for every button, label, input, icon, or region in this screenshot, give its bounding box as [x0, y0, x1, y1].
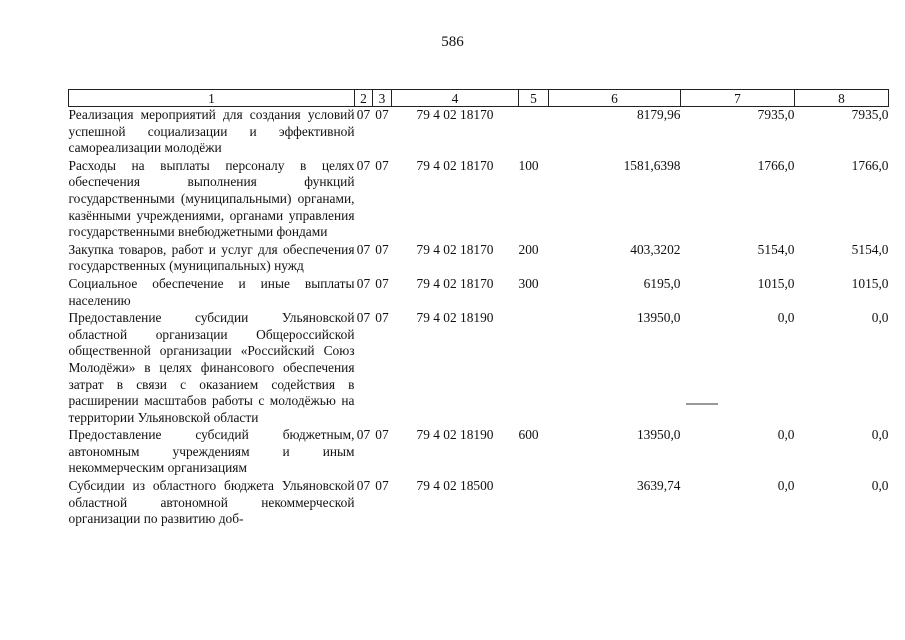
row-subsection: 07 [375, 107, 389, 122]
row-value-6: 6195,0 [643, 275, 681, 291]
header-col-3: 3 [373, 90, 392, 107]
table-row [69, 276, 889, 310]
table-row [69, 107, 889, 158]
row-value-6: 8179,96 [636, 107, 681, 122]
row-value-7: 0,0 [777, 310, 795, 326]
row-subsection: 07 [375, 157, 389, 173]
row-expense-type [519, 107, 549, 158]
row-section: 07 [356, 275, 371, 291]
row-value-8: 0,0 [871, 310, 889, 326]
table-row [69, 242, 889, 276]
table-row [69, 478, 889, 529]
row-value-7: 1766,0 [757, 157, 795, 173]
row-name: Предоставление субсидии Ульяновской областной организации Общероссийской общественной организации «Российский Союз Молодёжи» в целях финансового обеспечения затрат в связи с оказанием содействия в расширении масштабов работы с молодёжью на территории Ульяновской области [68, 310, 355, 425]
row-name: Социальное обеспечение и иные выплаты населению [68, 275, 355, 308]
row-value-7: 5154,0 [757, 241, 795, 257]
row-value-7: 7935,0 [757, 107, 795, 122]
header-col-1: 1 [69, 90, 355, 107]
row-name: Предоставление субсидий бюджетным, автономным учреждениям и иным некоммерческим организациям [68, 427, 355, 476]
row-subsection: 07 [375, 310, 389, 326]
header-col-6: 6 [549, 90, 681, 107]
row-value-6: 403,3202 [630, 241, 681, 257]
row-subsection: 07 [375, 275, 389, 291]
page-number: 586 [441, 34, 464, 50]
row-expense-type: 600 [518, 427, 539, 443]
row-section: 07 [356, 107, 371, 122]
row-subsection: 07 [375, 478, 389, 494]
header-col-7: 7 [681, 90, 795, 107]
header-row [69, 90, 889, 107]
header-col-8: 8 [795, 90, 889, 107]
row-name: Субсидии из областного бюджета Ульяновской областной автономной некоммерческой организации по развитию доб- [68, 478, 355, 527]
header-col-5: 5 [519, 90, 549, 107]
row-target-code: 79 4 02 18170 [416, 107, 494, 122]
row-expense-type: 200 [518, 241, 539, 257]
row-expense-type: 100 [518, 157, 539, 173]
row-subsection: 07 [375, 427, 389, 443]
row-value-8: 0,0 [871, 427, 889, 443]
row-expense-type [519, 478, 549, 529]
row-target-code: 79 4 02 18500 [416, 478, 494, 494]
budget-table [68, 89, 889, 529]
row-value-7: 0,0 [777, 478, 795, 494]
row-value-7: 0,0 [777, 427, 795, 443]
row-value-6: 1581,6398 [623, 157, 681, 173]
row-expense-type: 300 [518, 275, 539, 291]
row-value-7: 1015,0 [757, 275, 795, 291]
row-value-8: 1766,0 [851, 157, 889, 173]
table-row [69, 158, 889, 242]
row-target-code: 79 4 02 18170 [416, 157, 494, 173]
row-section: 07 [356, 427, 371, 443]
row-target-code: 79 4 02 18170 [416, 275, 494, 291]
row-target-code: 79 4 02 18190 [416, 427, 494, 443]
row-section: 07 [356, 310, 371, 326]
row-expense-type [519, 310, 549, 427]
row-value-6: 13950,0 [636, 310, 681, 326]
header-col-4: 4 [392, 90, 519, 107]
row-section: 07 [356, 478, 371, 494]
row-value-6: 13950,0 [636, 427, 681, 443]
table-row [69, 310, 889, 427]
row-name: Расходы на выплаты персоналу в целях обеспечения выполнения функций государственными (муниципальными) органами, казёнными учреждениями, органами управления государственными внебюджетными фондами [68, 157, 355, 240]
header-col-2: 2 [355, 90, 373, 107]
table-row [69, 427, 889, 478]
row-target-code: 79 4 02 18170 [416, 241, 494, 257]
scan-artifact-line [686, 403, 718, 405]
row-target-code: 79 4 02 18190 [416, 310, 494, 326]
row-value-6: 3639,74 [636, 478, 681, 494]
row-value-8: 1015,0 [851, 275, 889, 291]
row-name: Закупка товаров, работ и услуг для обеспечения государственных (муниципальных) нужд [68, 241, 355, 274]
row-section: 07 [356, 241, 371, 257]
row-value-8: 5154,0 [851, 241, 889, 257]
row-value-8: 7935,0 [851, 107, 889, 122]
row-section: 07 [356, 157, 371, 173]
row-name: Реализация мероприятий для создания условий успешной социализации и эффективной самореализации молодёжи [68, 107, 355, 156]
row-subsection: 07 [375, 241, 389, 257]
row-value-8: 0,0 [871, 478, 889, 494]
